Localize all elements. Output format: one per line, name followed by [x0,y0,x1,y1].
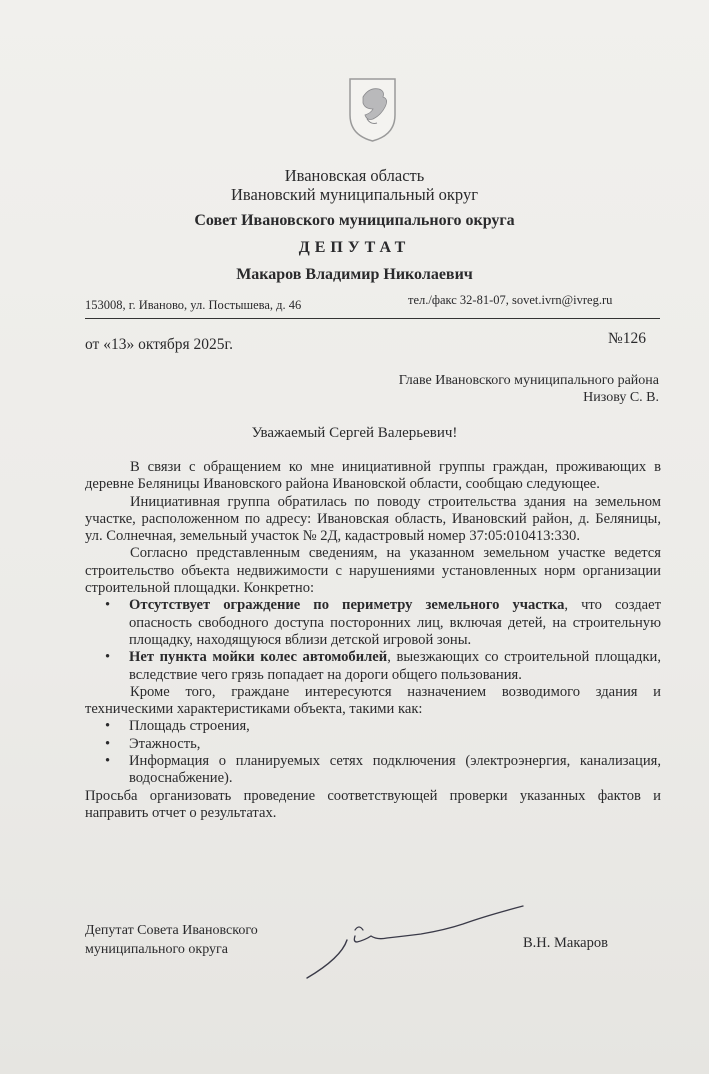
list-item [85,597,661,649]
bullet-icon: • [105,649,111,666]
list-item-text: Информация о планируемых сетях подключения (электроэнергия, канализация, водоснабжение). [129,753,661,787]
addressee-name: Низову С. В. [583,390,659,405]
region-line: Ивановская область [284,166,425,185]
deputy-name: Макаров Владимир Николаевич [236,266,473,283]
header-divider [85,318,660,319]
bullet-icon: • [105,597,111,614]
list-item-text: , что создает опасность свободного доступа посторонних лиц, включая детей, на строительную площадку, находящуюся вблизи детской игровой зоны. [129,597,661,648]
paragraph-intro: В связи с обращением ко мне инициативной группы граждан, проживающих в деревне Беляницы Ивановского района Ивановской области, сообщаю следующее. [85,459,661,493]
list-item [85,718,661,735]
list-item-text: Этажность, [129,735,201,752]
document-number: №126 [608,330,647,347]
paragraph-violations: Согласно представленным сведениям, на указанном земельном участке ведется строительство объекта недвижимости с нарушениями установленных норм организации строительной площадки. Конкретно: [85,545,661,597]
list-item-text: Площадь строения, [129,718,250,735]
contact-info: тел./факс 32-81-07, sovet.ivrn@ivreg.ru [408,293,613,307]
role-line: ДЕПУТАТ [298,239,411,256]
list-item [85,649,661,684]
addressee-title: Главе Ивановского муниципального района [398,373,659,388]
coat-of-arms-icon [345,75,400,145]
paragraph-questions: Кроме того, граждане интересуются назначением возводимого здания и техническими характеристиками объекта, такими как: [85,683,661,718]
bullet-icon: • [105,718,111,735]
bullet-icon: • [105,753,111,770]
list-item [85,753,661,788]
signer-position-line: Депутат Совета Ивановского [85,923,258,938]
document-date: от «13» октября 2025г. [85,336,233,353]
signer-position [85,921,258,959]
list-item [85,736,661,753]
council-line: Совет Ивановского муниципального округа [194,212,515,229]
letter-body [85,459,661,822]
paragraph-subject: Инициативная группа обратилась по поводу строительства здания на земельном участке, расположенном по адресу: Ивановская область, Ивановский район, д. Беляницы, ул. Солнечная, земельный участок № 2Д, кадастровый номер 37:05:010413:330. [85,493,661,545]
postal-address: 153008, г. Иваново, ул. Постышева, д. 46 [85,298,302,312]
handwritten-signature [295,900,535,990]
violations-list [85,597,661,683]
district-line: Ивановский муниципальный округ [231,185,478,204]
addressee-block [399,372,659,406]
paragraph-request: Просьба организовать проведение соответствующей проверки указанных фактов и направить отчет о результатах. [85,787,661,821]
salutation: Уважаемый Сергей Валерьевич! [251,425,458,441]
list-item-bold: Отсутствует ограждение по периметру земельного участка [129,597,565,614]
signer-name: В.Н. Макаров [523,935,608,951]
questions-list [85,718,661,787]
list-item-text: , выезжающих со строительной площадки, вследствие чего грязь попадает на дороги общего пользования. [129,649,661,683]
bullet-icon: • [105,735,111,752]
list-item-bold: Нет пункта мойки колес автомобилей [129,649,388,666]
signer-position-line: муниципального округа [85,942,228,957]
